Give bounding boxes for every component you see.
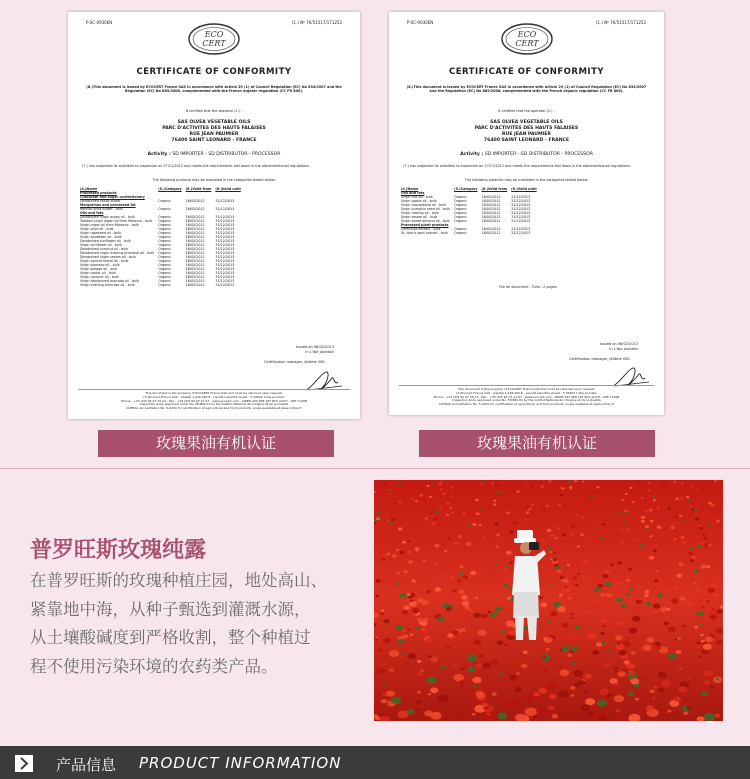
cell-until: 31/12/2013 (215, 247, 235, 251)
cell-name: Refined shea butter - bulk (80, 207, 123, 211)
cell-name: Virgin borage oil - bulk (80, 267, 118, 271)
cell-name: Virgin sweet almond oil - bulk (401, 219, 450, 223)
table-row (399, 231, 539, 235)
cell-name: Calendula extract - bulk (401, 227, 441, 231)
header-name: (4.)Name (401, 187, 419, 191)
cell-category: Organic (158, 247, 172, 251)
cert-preamble: (8.)This document is issued by ECOCERT France SAS in accordance with Article 29 (1) of Council Regulation (EC) No 834/2007 and the Regulation (EC) No 889/2008, complemented with the French organic regulation (CC FR 800). (86, 85, 342, 94)
cell-category: Organic (454, 195, 467, 199)
cell-from: 16/05/2012 (185, 283, 205, 287)
cell-from: 16/05/2012 (185, 235, 205, 239)
header-category: (5.)Category (158, 187, 182, 191)
cell-category: Organic (454, 227, 467, 231)
table-group-row: Processed products (80, 191, 117, 195)
doc-ref: P-SC-0930EN (407, 20, 434, 25)
cell-name: Virgin sesam oil - bulk (401, 215, 438, 219)
page-count: File de document - Total : 2 pages (499, 285, 557, 289)
cell-from: 16/05/2012 (481, 203, 501, 207)
cell-from: 16/05/2012 (185, 219, 205, 223)
issued-block: Issued on 06/02/2013 in L'Isle Jourdain (295, 345, 334, 354)
company-address-1: PARC D'ACTIVITES DES HAUTS FALAISES (162, 126, 266, 131)
issued-block: Issued on 06/02/2013 in L'Isle Jourdain (599, 342, 638, 351)
chevron-right-icon[interactable] (15, 755, 33, 772)
cert-certifies: It certifies that the operator (2.) : (185, 109, 243, 113)
cell-name: Toasted virgin argan oil from Morocco - bulk (80, 219, 153, 223)
cell-from: 16/05/2012 (185, 215, 205, 219)
cell-from: 16/05/2012 (185, 207, 205, 211)
cell-until: 31/12/2013 (215, 267, 235, 271)
svg-text:ECO: ECO (517, 30, 536, 39)
cell-until: 31/12/2013 (215, 239, 235, 243)
section-divider (0, 468, 750, 469)
cell-from: 16/05/2012 (185, 259, 205, 263)
cell-category: Organic (158, 219, 172, 223)
cell-category: Organic (158, 199, 172, 203)
product-info-bar (0, 746, 750, 779)
cert-footer: This document is the property of ECOCERT France SAS and must be returned upon request. (3.)Ecocert France SAS - Capital 1.226.200 € - Lieudit Lamothe Ouest - F-32600 L'Isle Jourdain Phone : +33 (0)5 62 07 34 24 - Fax : +33 (0)5 62 07 11 67 - www.ecocert.com - SIREN 433 968 187 RCS AUCH - APE 7120B Inspection body approved under No. FR-BIO-01 by the Institut National de l'Origine et de la Qualité COFRAC Accreditation No. 5-0030 for certification of agricultural and food products, scope available at www.cofrac.fr (399, 385, 654, 407)
cell-category: Organic (454, 215, 467, 219)
cell-name: Virgin apricot kernel oil - bulk (80, 259, 129, 263)
cell-from: 16/05/2012 (481, 207, 501, 211)
cell-category: Organic (454, 203, 467, 207)
cell-category: Organic (158, 263, 172, 267)
cell-from: 16/05/2012 (185, 231, 205, 235)
product-info-label-cn: 产品信息 (56, 756, 117, 774)
header-valid-until: (6.)Valid until (511, 187, 537, 191)
cell-from: 16/05/2012 (185, 243, 205, 247)
cell-category: Organic (454, 211, 467, 215)
cell-name: Virgin flax oil - bulk (401, 195, 433, 199)
cell-category: Organic (454, 219, 467, 223)
cell-from: 16/05/2012 (185, 199, 205, 203)
section-heading: 普罗旺斯玫瑰纯露 (30, 538, 207, 563)
product-table (78, 187, 243, 287)
cell-until: 31/12/2013 (215, 231, 235, 235)
manager-line: Certification manager, Jérôme VIEL (264, 360, 326, 364)
cell-category: Organic (158, 231, 172, 235)
cell-category: Organic (158, 227, 172, 231)
cell-category: Organic (454, 207, 467, 211)
cell-category: Organic (158, 255, 172, 259)
cell-name: Virgin deodorized avocado oil - bulk (80, 279, 140, 283)
cell-name: Virgin rosehip oil - bulk (401, 211, 439, 215)
cell-category: Organic (454, 231, 467, 235)
cell-until: 31/12/2013 (511, 203, 531, 207)
cell-until: 31/12/2013 (215, 207, 235, 211)
cert-number: (1.) Nº 76/51517/171252 (595, 20, 646, 25)
cell-from: 16/05/2012 (185, 255, 205, 259)
company-address-2: RUE JEAN PAUMIER (502, 132, 551, 137)
table-group-row: Oils and fats (401, 191, 425, 195)
doc-ref: P-SC-0930EN (86, 20, 113, 25)
inspection-text: (7.) has subjected its activities to inspection on 27/11/2012 and meets the requirements laid down in the aforementioned regulations. (82, 164, 310, 168)
description-line: 在普罗旺斯的玫瑰种植庄园，地处高山、 (30, 571, 327, 590)
cell-name: Virgin olive oil - bulk (80, 227, 114, 231)
cell-until: 31/12/2013 (511, 199, 531, 203)
cell-category: Organic (158, 267, 172, 271)
cell-category: Organic (158, 271, 172, 275)
cell-until: 31/12/2013 (511, 215, 531, 219)
cell-name: Virgin jojoba oil - bulk (401, 199, 437, 203)
cell-from: 16/05/2012 (481, 211, 501, 215)
cell-name: Virgin coconut oil - bulk (80, 275, 119, 279)
cert-title: CERTIFICATE OF CONFORMITY (136, 67, 292, 77)
description-line: 紧靠地中海，从种子甄选到灌溉水源， (30, 599, 311, 619)
cell-category: Organic (158, 275, 172, 279)
cell-until: 31/12/2013 (511, 231, 531, 235)
cell-category: Organic (158, 243, 172, 247)
cell-until: 31/12/2013 (215, 283, 235, 287)
table-group-row: Margarines and processed fat (80, 203, 136, 207)
cell-name: Deodorized virgin argan oil - bulk (80, 215, 135, 219)
cell-until: 31/12/2013 (215, 199, 235, 203)
cell-name: Virgin argan oil from Morocco - bulk (80, 223, 139, 227)
cell-name: Virgin evening primrose oil - bulk (80, 283, 135, 287)
activity-line: Activity : SD IMPORTER - SD DISTRIBUTOR - PROCESSOR (460, 152, 593, 157)
certificate-caption-1: 玫瑰果油有机认证 (98, 430, 334, 457)
certificate-document-1 (68, 12, 360, 419)
cell-name: Virgin soyabean oil - bulk (80, 235, 122, 239)
product-info-label-en: PRODUCT INFORMATION (139, 754, 342, 772)
cell-name: St. John's-wort extract - bulk (401, 231, 448, 235)
cell-until: 31/12/2013 (215, 259, 235, 263)
header-valid-from: (6.)Valid from (481, 187, 508, 191)
cell-from: 16/05/2012 (481, 215, 501, 219)
cell-from: 16/05/2012 (185, 263, 205, 267)
cell-name: Virgin sunflower oil - bulk (80, 243, 122, 247)
cert-certifies: It certifies that the operator (2.) : (498, 109, 555, 113)
cell-until: 31/12/2013 (215, 271, 235, 275)
cell-until: 31/12/2013 (215, 255, 235, 259)
certificate-document-2 (389, 12, 664, 415)
table-group-row: Oils and fats (80, 211, 104, 215)
cell-name: Deodorized sunflower oil - bulk (80, 239, 132, 243)
cell-category: Organic (158, 239, 172, 243)
certificate-caption-2: 玫瑰果油有机认证 (419, 430, 655, 457)
company-address-2: RUE JEAN PAUMIER (189, 132, 239, 137)
cell-until: 31/12/2013 (215, 251, 235, 255)
cell-until: 31/12/2013 (511, 207, 531, 211)
inspection-text: (7.) has subjected its activities to inspection on 27/11/2012 and meets the requirements laid down in the aforementioned regulations. (403, 164, 631, 168)
product-table (399, 187, 539, 235)
cell-name: Virgin pumpkin seed oil - bulk (401, 207, 451, 211)
cell-until: 31/12/2013 (215, 227, 235, 231)
cert-preamble: (8.)This document is issued by ECOCERT France SAS in accordance with Article 29 (1) of Council Regulation (EC) No 834/2007 and the Regulation (EC) No 889/2008, complemented with the French organic regulation (CC FR 800). (406, 85, 647, 94)
cell-until: 31/12/2013 (511, 211, 531, 215)
company-address-3: 76400 SAINT LEONARD - FRANCE (483, 138, 570, 143)
cell-from: 16/05/2012 (481, 219, 501, 223)
cell-category: Organic (158, 283, 172, 287)
table-group-row: Chocolate and sugar confectionery (80, 195, 145, 199)
cell-from: 16/05/2012 (185, 239, 205, 243)
company-address-3: 76400 SAINT LEONARD - FRANCE (171, 138, 257, 143)
cell-name: Deodorized cocoa butter (80, 199, 121, 203)
header-name: (4.)Name (80, 187, 98, 191)
company-address-1: PARC D'ACTIVITES DES HAUTS FALAISES (474, 126, 579, 131)
ecocert-logo (187, 22, 241, 56)
cell-until: 31/12/2013 (215, 215, 235, 219)
cell-from: 16/05/2012 (185, 275, 205, 279)
cell-from: 16/05/2012 (185, 247, 205, 251)
table-row (78, 283, 243, 287)
cell-until: 31/12/2013 (215, 223, 235, 227)
svg-text:CERT: CERT (202, 39, 226, 48)
cell-until: 31/12/2013 (215, 263, 235, 267)
cell-until: 31/12/2013 (215, 279, 235, 283)
cell-until: 31/12/2013 (215, 235, 235, 239)
description-line: 从土壤酸碱度到严格收割，整个种植过 (30, 628, 311, 647)
company-name: SAS OLVEA VEGETABLE OILS (177, 120, 251, 125)
description-line: 程不使用污染环境的农药类产品。 (30, 656, 278, 676)
cell-from: 16/05/2012 (481, 195, 501, 199)
cell-category: Organic (158, 279, 172, 283)
header-category: (5.)Category (454, 187, 478, 191)
cell-until: 31/12/2013 (511, 227, 531, 231)
cell-category: Organic (158, 251, 172, 255)
cell-category: Organic (158, 259, 172, 263)
cell-category: Organic (158, 223, 172, 227)
cell-until: 31/12/2013 (215, 219, 235, 223)
header-valid-from: (6.)Valid from (185, 187, 212, 191)
cell-name: Deodorized virgin evening primrose oil - bulk (80, 251, 155, 255)
cell-until: 31/12/2013 (215, 243, 235, 247)
cell-name: Virgin rapeseed oil - bulk (80, 231, 122, 235)
section-description (30, 567, 360, 681)
cell-until: 31/12/2013 (511, 195, 531, 199)
cell-until: 31/12/2013 (511, 219, 531, 223)
cell-from: 16/05/2012 (185, 223, 205, 227)
company-block (389, 120, 664, 144)
cell-category: Organic (158, 215, 172, 219)
cell-category: Organic (454, 199, 467, 203)
cell-from: 16/05/2012 (185, 279, 205, 283)
activity-line: Activity : SD IMPORTER - SD DISTRIBUTOR - PROCESSOR (147, 152, 281, 157)
company-name: SAS OLVEA VEGETABLE OILS (490, 120, 563, 125)
cell-from: 16/05/2012 (481, 231, 501, 235)
cell-name: Deodorized coconut oil - bulk (80, 247, 129, 251)
cell-from: 16/05/2012 (481, 227, 501, 231)
categories-intro: The following products may be marketed in the categories stated below: (152, 178, 276, 182)
cell-category: Organic (158, 235, 172, 239)
cell-name: Virgin macadamia oil - bulk (401, 203, 447, 207)
cell-name: Virgin castor oil - bulk (80, 271, 116, 275)
header-valid-until: (6.)Valid until (215, 187, 241, 191)
svg-text:CERT: CERT (514, 39, 539, 48)
cert-title: CERTIFICATE OF CONFORMITY (448, 67, 605, 77)
poppy-field-photo (374, 480, 723, 721)
svg-text:ECO: ECO (204, 30, 224, 39)
manager-line: Certification manager, Jérôme VIEL (569, 357, 631, 361)
table-group-row: Processed plant products (401, 223, 449, 227)
cell-from: 16/05/2012 (185, 251, 205, 255)
cell-until: 31/12/2013 (215, 275, 235, 279)
categories-intro: The following products may be marketed in the categories stated below: (464, 178, 589, 182)
company-block (68, 120, 360, 144)
ecocert-logo (500, 22, 554, 56)
cell-from: 16/05/2012 (185, 227, 205, 231)
cell-from: 16/05/2012 (481, 199, 501, 203)
cell-from: 16/05/2012 (185, 271, 205, 275)
cell-name: Deodorized virgin sesam oil - bulk (80, 255, 137, 259)
cert-number: (1.) Nº 76/51517/171252 (291, 20, 342, 25)
cert-footer: This document is the property of ECOCERT France SAS and must be returned upon request. (3.)Ecocert France SAS - Capital 1.226.200 € - Lieudit Lamothe Ouest - F-32600 L'Isle Jourdain Phone : +33 (0)5 62 07 34 24 - Fax : +33 (0)5 62 07 11 67 - www.ecocert.com - SIREN 433 968 187 RCS AUCH - APE 7120B Inspection body approved under No. FR-BIO-01 by the Institut National de l'Origine et de la Qualité COFRAC Accreditation No. 5-0030 for certification of agricultural and food products, scope available at www.cofrac.fr (78, 389, 350, 411)
cell-from: 16/05/2012 (185, 267, 205, 271)
cell-category: Organic (158, 207, 172, 211)
cell-name: Virgin avocado oil - bulk (80, 263, 120, 267)
